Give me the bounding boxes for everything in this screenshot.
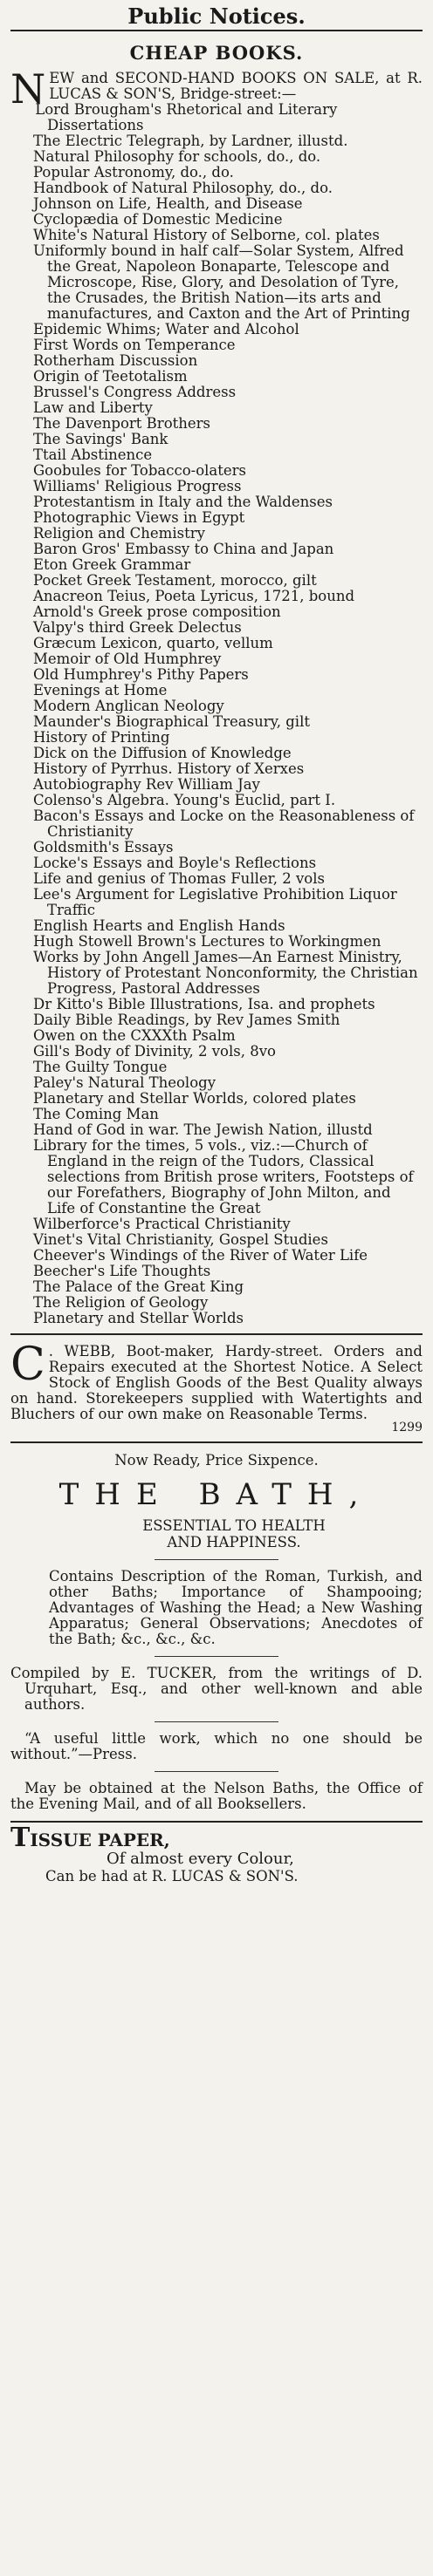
book-list-item: First Words on Temperance	[33, 337, 236, 353]
bath-compiled: Compiled by E. TUCKER, from the writings of D. Urquhart, Esq., and other well-known and able authors.	[10, 1665, 423, 1713]
book-list-item: Handbook of Natural Philosophy, do., do.	[33, 180, 333, 196]
book-list-item: The Coming Man	[33, 1106, 159, 1122]
books-intro-text: EW and SECOND-HAND BOOKS ON SALE, at R. LUCAS & SON'S, Bridge-street:—	[49, 70, 423, 102]
books-ad	[10, 42, 423, 1326]
webb-number: 1299	[391, 1421, 423, 1435]
divider-1	[10, 1333, 423, 1335]
book-list	[33, 102, 423, 1326]
bath-title: THE BATH,	[58, 1477, 375, 1512]
book-list-item: Arnold's Greek prose composition	[33, 603, 281, 620]
book-list-item: Old Humphrey's Pithy Papers	[33, 666, 249, 683]
book-list-item: Beecher's Life Thoughts	[33, 1263, 211, 1279]
book-list-item: Valpy's third Greek Delectus	[33, 619, 242, 636]
bath-subtitle-2: AND HAPPINESS.	[167, 1534, 301, 1550]
book-list-item: Ttail Abstinence	[33, 446, 153, 463]
book-list-item: Græcum Lexicon, quarto, vellum	[33, 635, 273, 651]
book-list-item: Bacon's Essays and Locke on the Reasonableness of Christianity	[33, 808, 415, 840]
book-list-item: Baron Gros' Embassy to China and Japan	[33, 541, 334, 557]
bath-short-rule-3	[155, 1721, 278, 1722]
bath-obtain: May be obtained at the Nelson Baths, the Office of the Evening Mail, and of all Booksellers.	[10, 1780, 423, 1812]
book-list-item: Law and Liberty	[33, 399, 153, 416]
book-list-item: Pocket Greek Testament, morocco, gilt	[33, 572, 317, 589]
book-list-item: Williams' Religious Progress	[33, 478, 242, 494]
bath-short-rule-2	[155, 1656, 278, 1657]
book-list-item: Brussel's Congress Address	[33, 384, 237, 400]
book-list-item: Planetary and Stellar Worlds	[33, 1310, 244, 1326]
tissue-ad	[10, 1823, 423, 1885]
book-list-item: Protestantism in Italy and the Waldenses	[33, 494, 333, 510]
section-header: Public Notices.	[127, 3, 306, 29]
book-list-item: The Religion of Geology	[33, 1294, 209, 1311]
books-intro	[10, 65, 423, 112]
bath-short-rule	[155, 1559, 278, 1560]
divider-3	[10, 1821, 423, 1823]
bath-contents: Contains Description of the Roman, Turkish, and other Baths; Importance of Shampooing; Advantages of Washing the Head; a New Washing Apparatus; General Observations; Anecdotes of the Bath; &c., &c., &c.	[49, 1568, 423, 1647]
book-list-item: Hand of God in war. The Jewish Nation, illustd	[33, 1121, 373, 1138]
webb-text: . WEBB, Boot-maker, Hardy-street. Orders and Repairs executed at the Shortest Notice. A Select Stock of English Goods of the Best Quality always on hand. Storekeepers supplied with Watertights and Bluchers of our own make on Reasonable Terms.	[10, 1343, 423, 1422]
book-list-item: Owen on the CXXXth Psalm	[33, 1027, 236, 1044]
bath-now-ready: Now Ready, Price Sixpence.	[114, 1452, 319, 1469]
book-list-item: The Palace of the Great King	[33, 1278, 244, 1295]
book-list-item: Vinet's Vital Christianity, Gospel Studies	[33, 1231, 328, 1248]
tissue-line-2: Of almost every Colour,	[107, 1850, 294, 1868]
tissue-dropcap: T	[10, 1823, 31, 1853]
book-list-item: Anacreon Teius, Poeta Lyricus, 1721, bound	[33, 588, 355, 604]
books-title: CHEAP BOOKS.	[129, 42, 304, 64]
book-list-item: Colenso's Algebra. Young's Euclid, part I.	[33, 792, 336, 808]
book-list-item: Life and genius of Thomas Fuller, 2 vols	[33, 870, 325, 887]
book-list-item: The Electric Telegraph, by Lardner, illustd.	[33, 133, 348, 149]
book-list-item: History of Pyrrhus. History of Xerxes	[33, 760, 305, 777]
book-list-item: Uniformly bound in half calf—Solar System, Alfred the Great, Napoleon Bonaparte, Telescope and Microscope, Rise, Glory, and Desolation of Tyre, the Crusades, the British Nation—its arts and manufactures, and Caxton and the Art of Printing	[33, 242, 410, 322]
book-list-item: Hugh Stowell Brown's Lectures to Workingmen	[33, 933, 381, 950]
book-list-item: Memoir of Old Humphrey	[33, 651, 222, 667]
book-list-item: Locke's Essays and Boyle's Reflections	[33, 855, 317, 871]
bath-quote: “A useful little work, which no one should be without.”—Press.	[10, 1730, 423, 1762]
book-list-item: Religion and Chemistry	[33, 525, 205, 542]
book-list-item: Autobiography Rev William Jay	[33, 776, 260, 793]
divider-2	[10, 1441, 423, 1443]
bath-short-rule-4	[155, 1771, 278, 1772]
book-list-item: Rotherham Discussion	[33, 352, 198, 369]
book-list-item: Modern Anglican Neology	[33, 698, 224, 714]
book-list-item: Origin of Teetotalism	[33, 368, 188, 385]
book-list-item: Dr Kitto's Bible Illustrations, Isa. and prophets	[33, 996, 375, 1012]
book-list-item: Epidemic Whims; Water and Alcohol	[33, 321, 299, 337]
tissue-line-1-text: ISSUE PAPER,	[30, 1830, 170, 1850]
header-rule	[10, 30, 423, 31]
book-list-item: Goobules for Tobacco-olaters	[33, 462, 247, 479]
book-list-item: Natural Philosophy for schools, do., do.	[33, 148, 321, 165]
book-list-item: Library for the times, 5 vols., viz.:—Church of England in the reign of the Tudors, Classical selections from British prose writers, Footsteps of our Forefathers, Biography of John Milton, and Life of Constantine the Great	[33, 1137, 414, 1216]
book-list-item: Paley's Natural Theology	[33, 1074, 216, 1091]
book-list-item: Evenings at Home	[33, 682, 168, 699]
book-list-item: Lord Brougham's Rhetorical and Literary Dissertations	[35, 101, 338, 133]
book-list-item: Wilberforce's Practical Christianity	[33, 1216, 291, 1232]
book-list-item: English Hearts and English Hands	[33, 917, 285, 934]
book-list-item: Dick on the Diffusion of Knowledge	[33, 745, 292, 761]
book-list-item: Gill's Body of Divinity, 2 vols, 8vo	[33, 1043, 276, 1060]
webb-ad	[10, 1339, 423, 1435]
book-list-item: Maunder's Biographical Treasury, gilt	[33, 713, 310, 730]
book-list-item: Works by John Angell James—An Earnest Ministry, History of Protestant Nonconformity, the Christian Progress, Pastoral Addresses	[33, 949, 418, 997]
book-list-item: Goldsmith's Essays	[33, 839, 174, 855]
book-list-item: Cyclopædia of Domestic Medicine	[33, 211, 283, 228]
book-list-item: Eton Greek Grammar	[33, 556, 191, 573]
book-list-item: Planetary and Stellar Worlds, colored plates	[33, 1090, 356, 1107]
book-list-item: Johnson on Life, Health, and Disease	[33, 195, 303, 212]
book-list-item: Photographic Views in Egypt	[33, 509, 245, 526]
book-list-item: The Guilty Tongue	[33, 1059, 168, 1075]
book-list-item: Cheever's Windings of the River of Water Life	[33, 1247, 368, 1264]
books-dropcap: N	[10, 65, 46, 112]
tissue-line-3: Can be had at R. LUCAS & SON'S.	[45, 1868, 299, 1884]
book-list-item: Lee's Argument for Legislative Prohibition Liquor Traffic	[33, 886, 397, 918]
book-list-item: White's Natural History of Selborne, col. plates	[33, 227, 380, 243]
webb-text-block	[10, 1339, 423, 1422]
bath-ad	[10, 1452, 423, 1812]
webb-dropcap: C	[10, 1339, 45, 1391]
tissue-line-1	[10, 1823, 423, 1853]
book-list-item: The Savings' Bank	[33, 431, 168, 447]
book-list-item: The Davenport Brothers	[33, 415, 211, 432]
book-list-item: Popular Astronomy, do., do.	[33, 164, 234, 181]
book-list-item: Daily Bible Readings, by Rev James Smith	[33, 1012, 340, 1028]
book-list-item: History of Printing	[33, 729, 170, 746]
bath-subtitle-1: ESSENTIAL TO HEALTH	[142, 1517, 326, 1534]
